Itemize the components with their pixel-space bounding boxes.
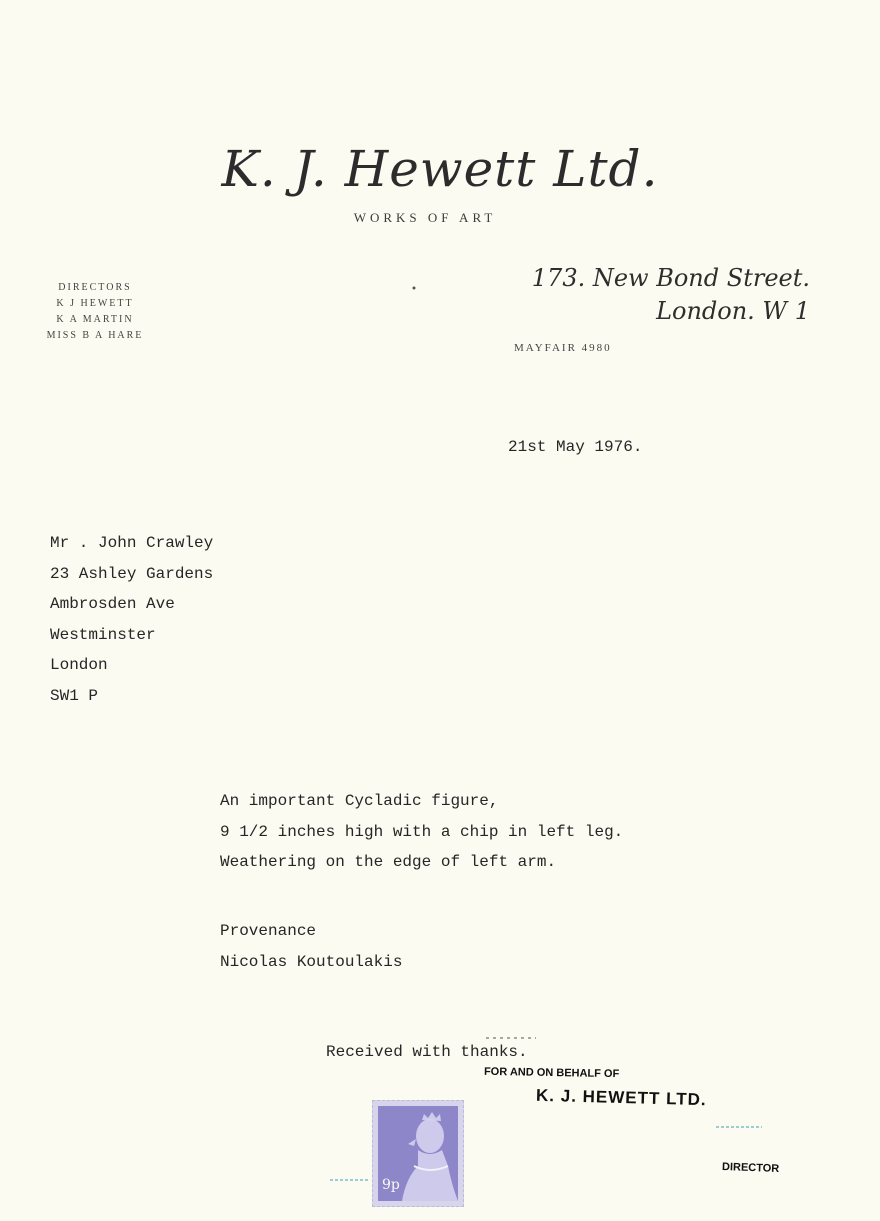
recipient-line: 23 Ashley Gardens [50, 564, 214, 583]
letter-date: 21st May 1976. [508, 438, 643, 456]
address-line: London. W 1 [656, 297, 810, 325]
stamp-for-line: FOR AND ON BEHALF OF [483, 1065, 620, 1081]
postage-stamp [372, 1100, 464, 1207]
director-name: K J HEWETT [56, 298, 134, 309]
company-name: K. J. Hewett Ltd. [221, 140, 659, 198]
recipient-line: London [50, 656, 108, 674]
paper-speck [412, 286, 416, 290]
directors-block [30, 280, 160, 344]
company-phone: MAYFAIR 4980 [514, 342, 612, 354]
ink-mark [486, 1036, 536, 1040]
address-line: 173. New Bond Street. [531, 264, 810, 292]
stamp-director-title: DIRECTOR [721, 1161, 780, 1175]
director-name: K A MARTIN [56, 314, 134, 325]
body-line: An important Cycladic figure, [220, 792, 499, 810]
provenance-block [220, 916, 402, 977]
company-subtitle: WORKS OF ART [353, 210, 497, 225]
closing-line: Received with thanks. [326, 1043, 528, 1061]
recipient-line: Ambrosden Ave [50, 595, 175, 613]
letter-body [220, 786, 623, 878]
director-name: MISS B A HARE [46, 330, 144, 341]
recipient-address [50, 528, 213, 711]
directors-heading: DIRECTORS [58, 282, 132, 293]
company-address [490, 262, 810, 328]
stamp-company: K. J. HEWETT LTD. [535, 1085, 707, 1110]
provenance-label: Provenance [220, 922, 317, 940]
ink-mark [716, 1125, 766, 1129]
postage-value: 9p [382, 1177, 400, 1193]
recipient-line: SW1 P [50, 686, 99, 705]
ink-mark [330, 1178, 375, 1182]
provenance-name: Nicolas Koutoulakis [220, 952, 403, 971]
recipient-line: Mr . John Crawley [50, 534, 214, 552]
body-line: Weathering on the edge of left arm. [220, 853, 557, 871]
body-line: 9 1/2 inches high with a chip in left leg. [220, 822, 624, 841]
recipient-line: Westminster [50, 625, 156, 644]
